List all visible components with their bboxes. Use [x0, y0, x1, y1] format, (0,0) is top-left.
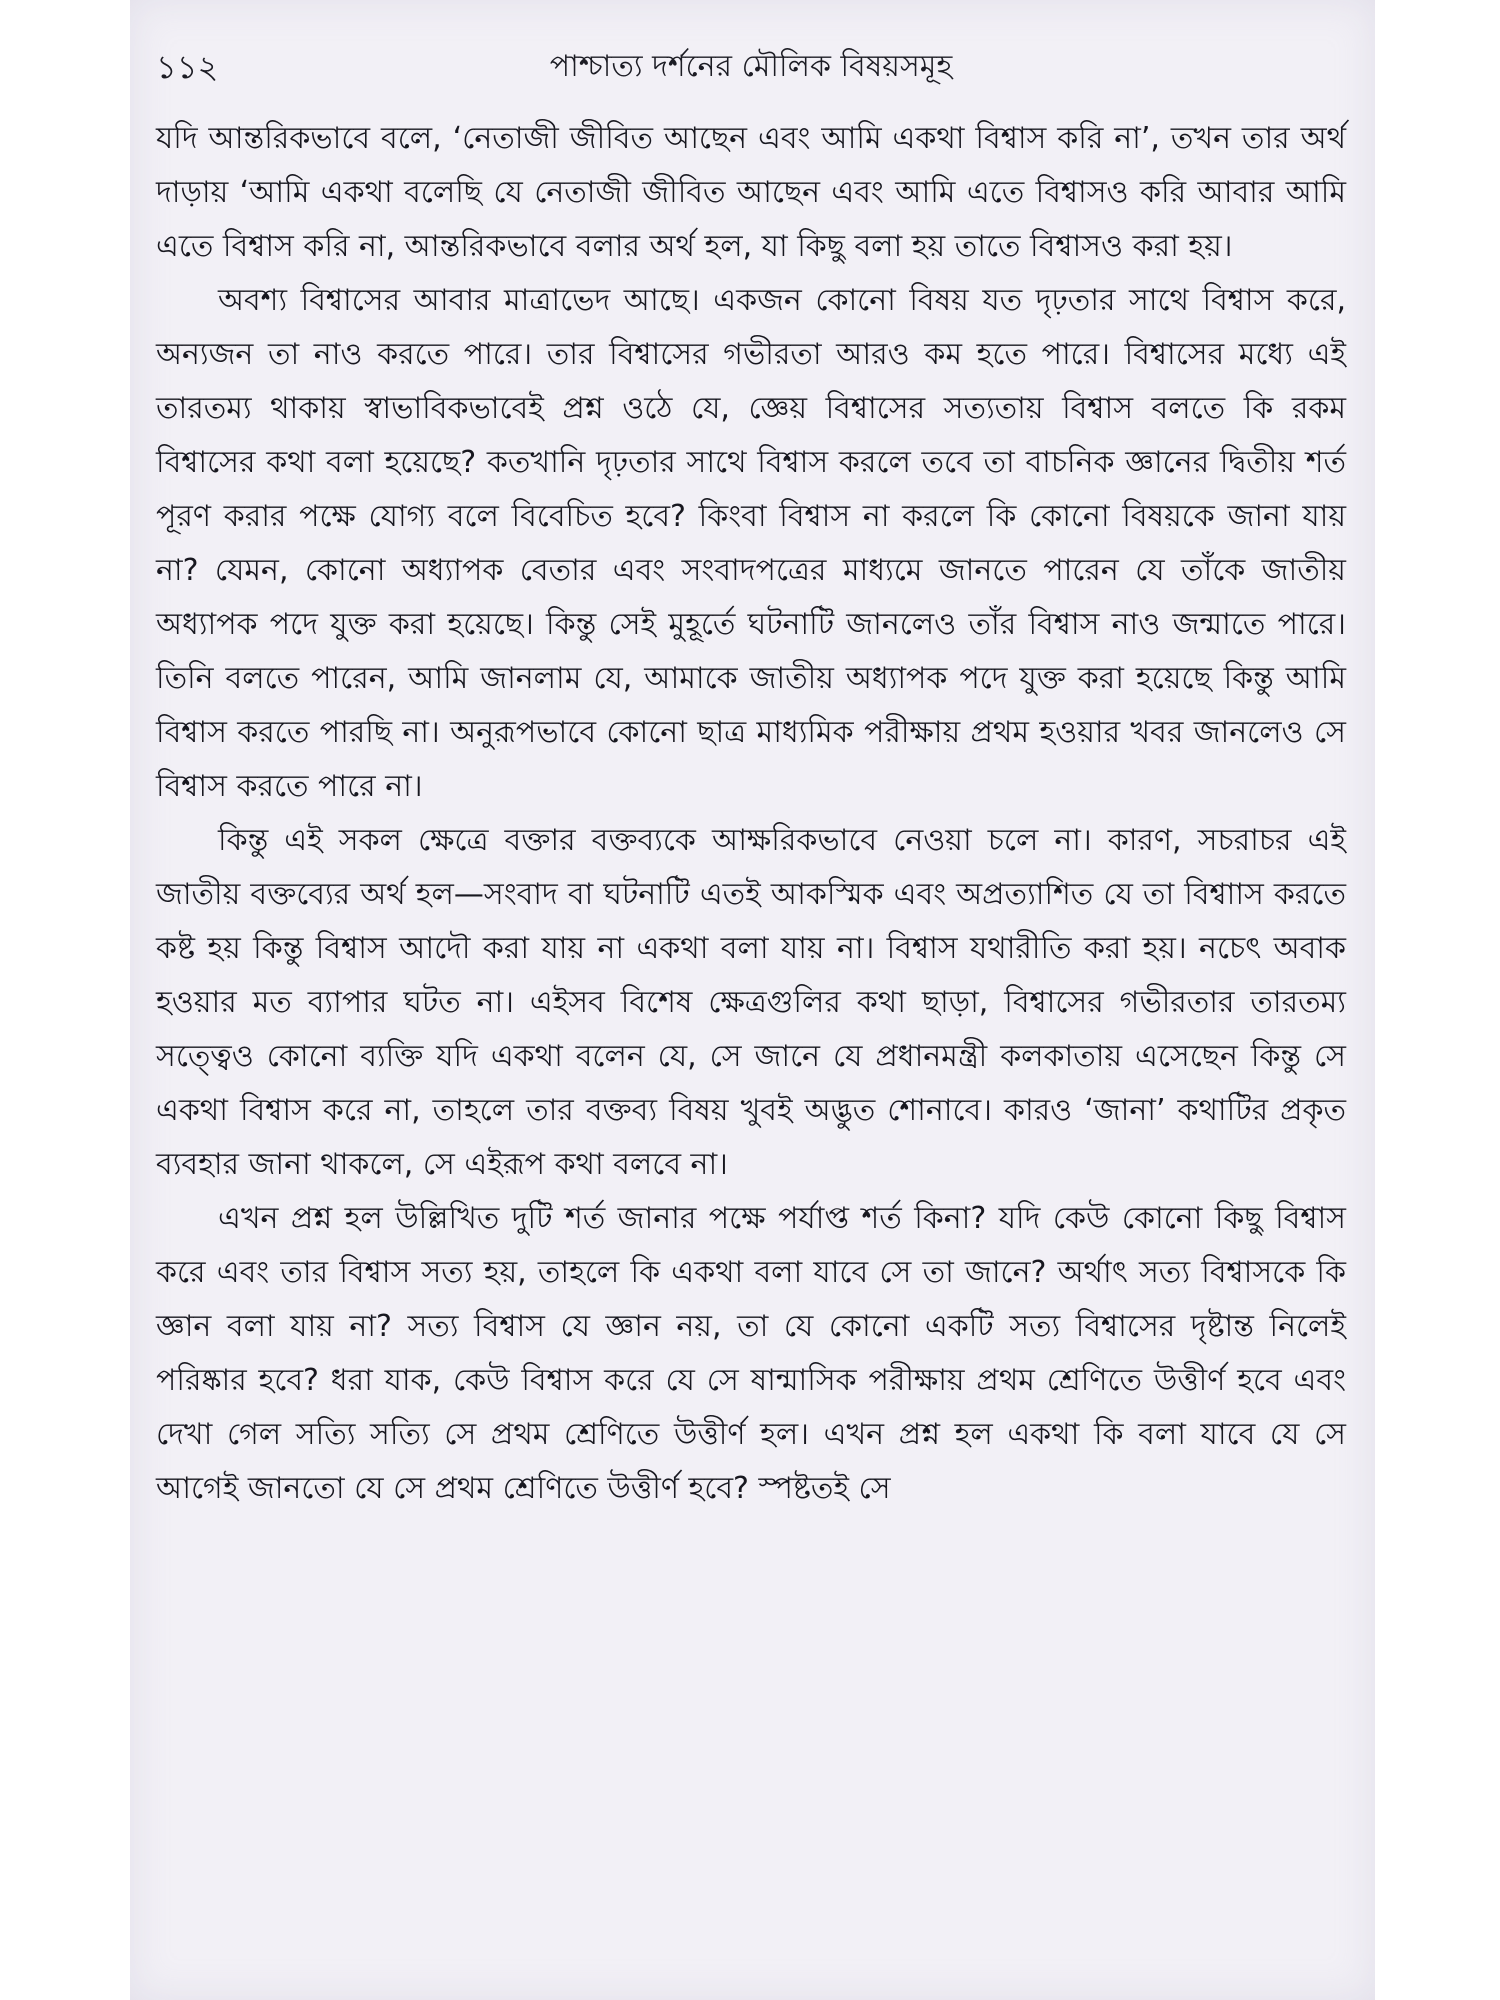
page-number: ১১২: [156, 48, 219, 86]
body-text: [156, 112, 1346, 1516]
paragraph: কিন্তু এই সকল ক্ষেত্রে বক্তার বক্তব্যকে আক্ষরিকভাবে নেওয়া চলে না। কারণ, সচরাচর এই জাতীয় বক্তব্যের অর্থ হল—সংবাদ বা ঘটনাটি এতই আকস্মিক এবং অপ্রত্যাশিত যে তা বিশ্বাাস করতে কষ্ট হয় কিন্তু বিশ্বাস আদৌ করা যায় না একথা বলা যায় না। বিশ্বাস যথারীতি করা হয়। নচেৎ অবাক হওয়ার মত ব্যাপার ঘটত না। এইসব বিশেষ ক্ষেত্রগুলির কথা ছাড়া, বিশ্বাসের গভীরতার তারতম্য সত্ত্বেও কোনো ব্যক্তি যদি একথা বলেন যে, সে জানে যে প্রধানমন্ত্রী কলকাতায় এসেছেন কিন্তু সে একথা বিশ্বাস করে না, তাহলে তার বক্তব্য বিষয় খুবই অদ্ভুত শোনাবে। কারও ‘জানা’ কথাটির প্রকৃত ব্যবহার জানা থাকলে, সে এইরূপ কথা বলবে না।: [156, 823, 1346, 1182]
running-title: পাশ্চাত্য দর্শনের মৌলিক বিষয়সমূহ: [549, 49, 953, 84]
paragraph: অবশ্য বিশ্বাসের আবার মাত্রাভেদ আছে। একজন কোনো বিষয় যত দৃঢ়তার সাথে বিশ্বাস করে, অন্যজন তা নাও করতে পারে। তার বিশ্বাসের গভীরতা আরও কম হতে পারে। বিশ্বাসের মধ্যে এই তারতম্য থাকায় স্বাভাবিকভাবেই প্রশ্ন ওঠে যে, জ্ঞেয় বিশ্বাসের সত্যতায় বিশ্বাস বলতে কি রকম বিশ্বাসের কথা বলা হয়েছে? কতখানি দৃঢ়তার সাথে বিশ্বাস করলে তবে তা বাচনিক জ্ঞানের দ্বিতীয় শর্ত পূরণ করার পক্ষে যোগ্য বলে বিবেচিত হবে? কিংবা বিশ্বাস না করলে কি কোনো বিষয়কে জানা যায় না? যেমন, কোনো অধ্যাপক বেতার এবং সংবাদপত্রের মাধ্যমে জানতে পারেন যে তাঁকে জাতীয় অধ্যাপক পদে যুক্ত করা হয়েছে। কিন্তু সেই মুহূর্তে ঘটনাটি জানলেও তাঁর বিশ্বাস নাও জন্মাতে পারে। তিনি বলতে পারেন, আমি জানলাম যে, আমাকে জাতীয় অধ্যাপক পদে যুক্ত করা হয়েছে কিন্তু আমি বিশ্বাস করতে পারছি না। অনুরূপভাবে কোনো ছাত্র মাধ্যমিক পরীক্ষায় প্রথম হওয়ার খবর জানলেও সে বিশ্বাস করতে পারে না।: [156, 283, 1346, 804]
book-page: [130, 0, 1375, 2000]
paragraph-continued: যদি আন্তরিকভাবে বলে, ‘নেতাজী জীবিত আছেন এবং আমি একথা বিশ্বাস করি না’, তখন তার অর্থ দাড়ায় ‘আমি একথা বলেছি যে নেতাজী জীবিত আছেন এবং আমি এতে বিশ্বাসও করি আবার আমি এতে বিশ্বাস করি না, আন্তরিকভাবে বলার অর্থ হল, যা কিছু বলা হয় তাতে বিশ্বাসও করা হয়।: [156, 121, 1346, 264]
page-header: [156, 36, 1346, 96]
paragraph: এখন প্রশ্ন হল উল্লিখিত দুটি শর্ত জানার পক্ষে পর্যাপ্ত শর্ত কিনা? যদি কেউ কোনো কিছু বিশ্বাস করে এবং তার বিশ্বাস সত্য হয়, তাহলে কি একথা বলা যাবে সে তা জানে? অর্থাৎ সত্য বিশ্বাসকে কি জ্ঞান বলা যায় না? সত্য বিশ্বাস যে জ্ঞান নয়, তা যে কোনো একটি সত্য বিশ্বাসের দৃষ্টান্ত নিলেই পরিষ্কার হবে? ধরা যাক, কেউ বিশ্বাস করে যে সে ষান্মাসিক পরীক্ষায় প্রথম শ্রেণিতে উত্তীর্ণ হবে এবং দেখা গেল সত্যি সত্যি সে প্রথম শ্রেণিতে উত্তীর্ণ হল। এখন প্রশ্ন হল একথা কি বলা যাবে যে সে আগেই জানতো যে সে প্রথম শ্রেণিতে উত্তীর্ণ হবে? স্পষ্টতই সে: [156, 1201, 1346, 1506]
